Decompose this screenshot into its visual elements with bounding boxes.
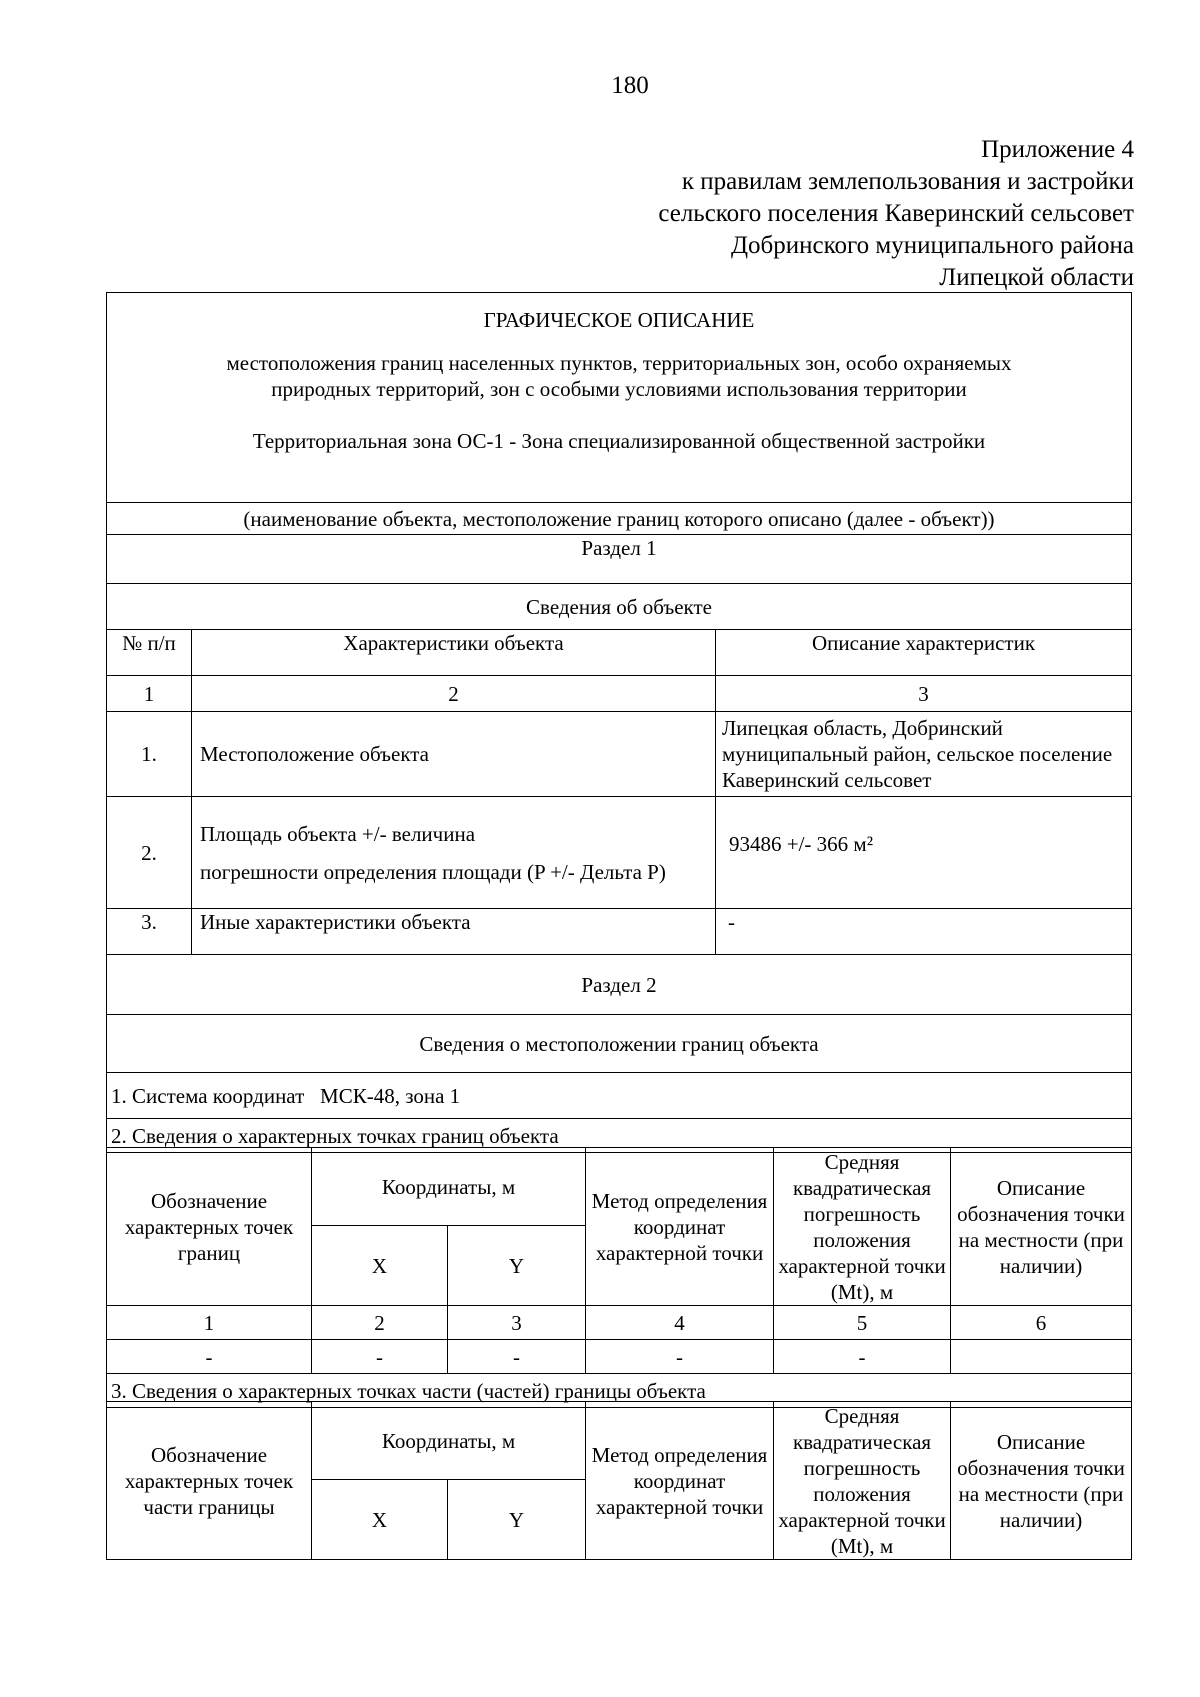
column-header-method: Метод определения координат характерной точки (586, 1148, 774, 1306)
column-header-error: Средняя квадратическая погрешность положения характерной точки (Mt), м (774, 1148, 951, 1306)
column-number: 3 (716, 676, 1132, 712)
column-number: 1 (107, 1306, 312, 1340)
section2-title: Раздел 2 (107, 955, 1132, 1015)
page-number: 180 (611, 72, 649, 99)
row-number: 2. (107, 797, 192, 909)
appendix-line: Приложение 4 (981, 136, 1134, 163)
characteristic-name (192, 797, 716, 909)
section2-subtitle: Сведения о местоположении границ объекта (107, 1015, 1132, 1073)
appendix-header (658, 134, 1134, 294)
characteristic-name: Местоположение объекта (192, 712, 716, 797)
appendix-line: сельского поселения Каверинский сельсовет (658, 200, 1134, 227)
column-header-designation: Обозначение характерных точек границ (107, 1148, 312, 1306)
column-header-description: Описание характеристик (716, 630, 1132, 676)
row-number: 3. (107, 909, 192, 955)
column-header-x: X (312, 1226, 448, 1306)
points-section-title: 2. Сведения о характерных точках границ объекта (107, 1119, 1132, 1153)
column-header-designation: Обозначение характерных точек части границы (107, 1402, 312, 1560)
characteristic-name-line: Площадь объекта +/- величина (200, 821, 476, 846)
table-cell: - (107, 1340, 312, 1374)
coordinate-system (107, 1073, 1132, 1119)
characteristic-value: 93486 +/- 366 м² (716, 797, 1132, 909)
characteristic-name-line: погрешности определения площади (P +/- Дельта P) (200, 859, 666, 884)
column-number: 6 (951, 1306, 1132, 1340)
boundary-points-table (106, 1147, 1132, 1408)
object-caption: (наименование объекта, местоположение границ которого описано (далее - объект)) (107, 503, 1132, 535)
column-header-coordinates: Координаты, м (312, 1148, 586, 1226)
table-cell (951, 1340, 1132, 1374)
graphic-description-table (106, 292, 1132, 1153)
column-number: 3 (448, 1306, 586, 1340)
header-cell (107, 293, 1132, 503)
column-number: 5 (774, 1306, 951, 1340)
coordinate-system-value: МСК-48, зона 1 (320, 1083, 461, 1108)
column-number: 4 (586, 1306, 774, 1340)
column-header-characteristics: Характеристики объекта (192, 630, 716, 676)
zone-name: Территориальная зона ОС-1 - Зона специализированной общественной застройки (252, 429, 986, 453)
appendix-line: к правилам землепользования и застройки (681, 168, 1134, 195)
column-header-number: № п/п (107, 630, 192, 676)
table-cell: - (312, 1340, 448, 1374)
document-subtitle: местоположения границ населенных пунктов, территориальных зон, особо охраняемых (226, 351, 1012, 375)
column-header-coordinates: Координаты, м (312, 1402, 586, 1480)
part-points-section-title: 3. Сведения о характерных точках части (частей) границы объекта (107, 1374, 1132, 1408)
column-header-y: Y (448, 1480, 586, 1560)
column-header-error: Средняя квадратическая погрешность положения характерной точки (Mt), м (774, 1402, 951, 1560)
table-cell: - (586, 1340, 774, 1374)
section1-subtitle: Сведения об объекте (107, 584, 1132, 630)
column-header-point-description: Описание обозначения точки на местности (при наличии) (951, 1402, 1132, 1560)
column-number: 1 (107, 676, 192, 712)
column-header-method: Метод определения координат характерной точки (586, 1402, 774, 1560)
column-number: 2 (192, 676, 716, 712)
coordinate-system-label: 1. Система координат (111, 1083, 305, 1108)
characteristic-value: Липецкая область, Добринский муниципальный район, сельское поселение Каверинский сельсовет (716, 712, 1132, 797)
column-header-x: X (312, 1480, 448, 1560)
document-title: ГРАФИЧЕСКОЕ ОПИСАНИЕ (483, 308, 755, 332)
column-number: 2 (312, 1306, 448, 1340)
document-subtitle: природных территорий, зон с особыми условиями использования территории (271, 377, 967, 401)
appendix-line: Липецкой области (939, 264, 1134, 291)
section1-title: Раздел 1 (107, 535, 1132, 584)
table-cell: - (774, 1340, 951, 1374)
column-header-point-description: Описание обозначения точки на местности (при наличии) (951, 1148, 1132, 1306)
row-number: 1. (107, 712, 192, 797)
characteristic-name: Иные характеристики объекта (192, 909, 716, 955)
appendix-line: Добринского муниципального района (730, 232, 1134, 259)
column-header-y: Y (448, 1226, 586, 1306)
characteristic-value: - (716, 909, 1132, 955)
part-boundary-points-table (106, 1401, 1132, 1560)
table-cell: - (448, 1340, 586, 1374)
